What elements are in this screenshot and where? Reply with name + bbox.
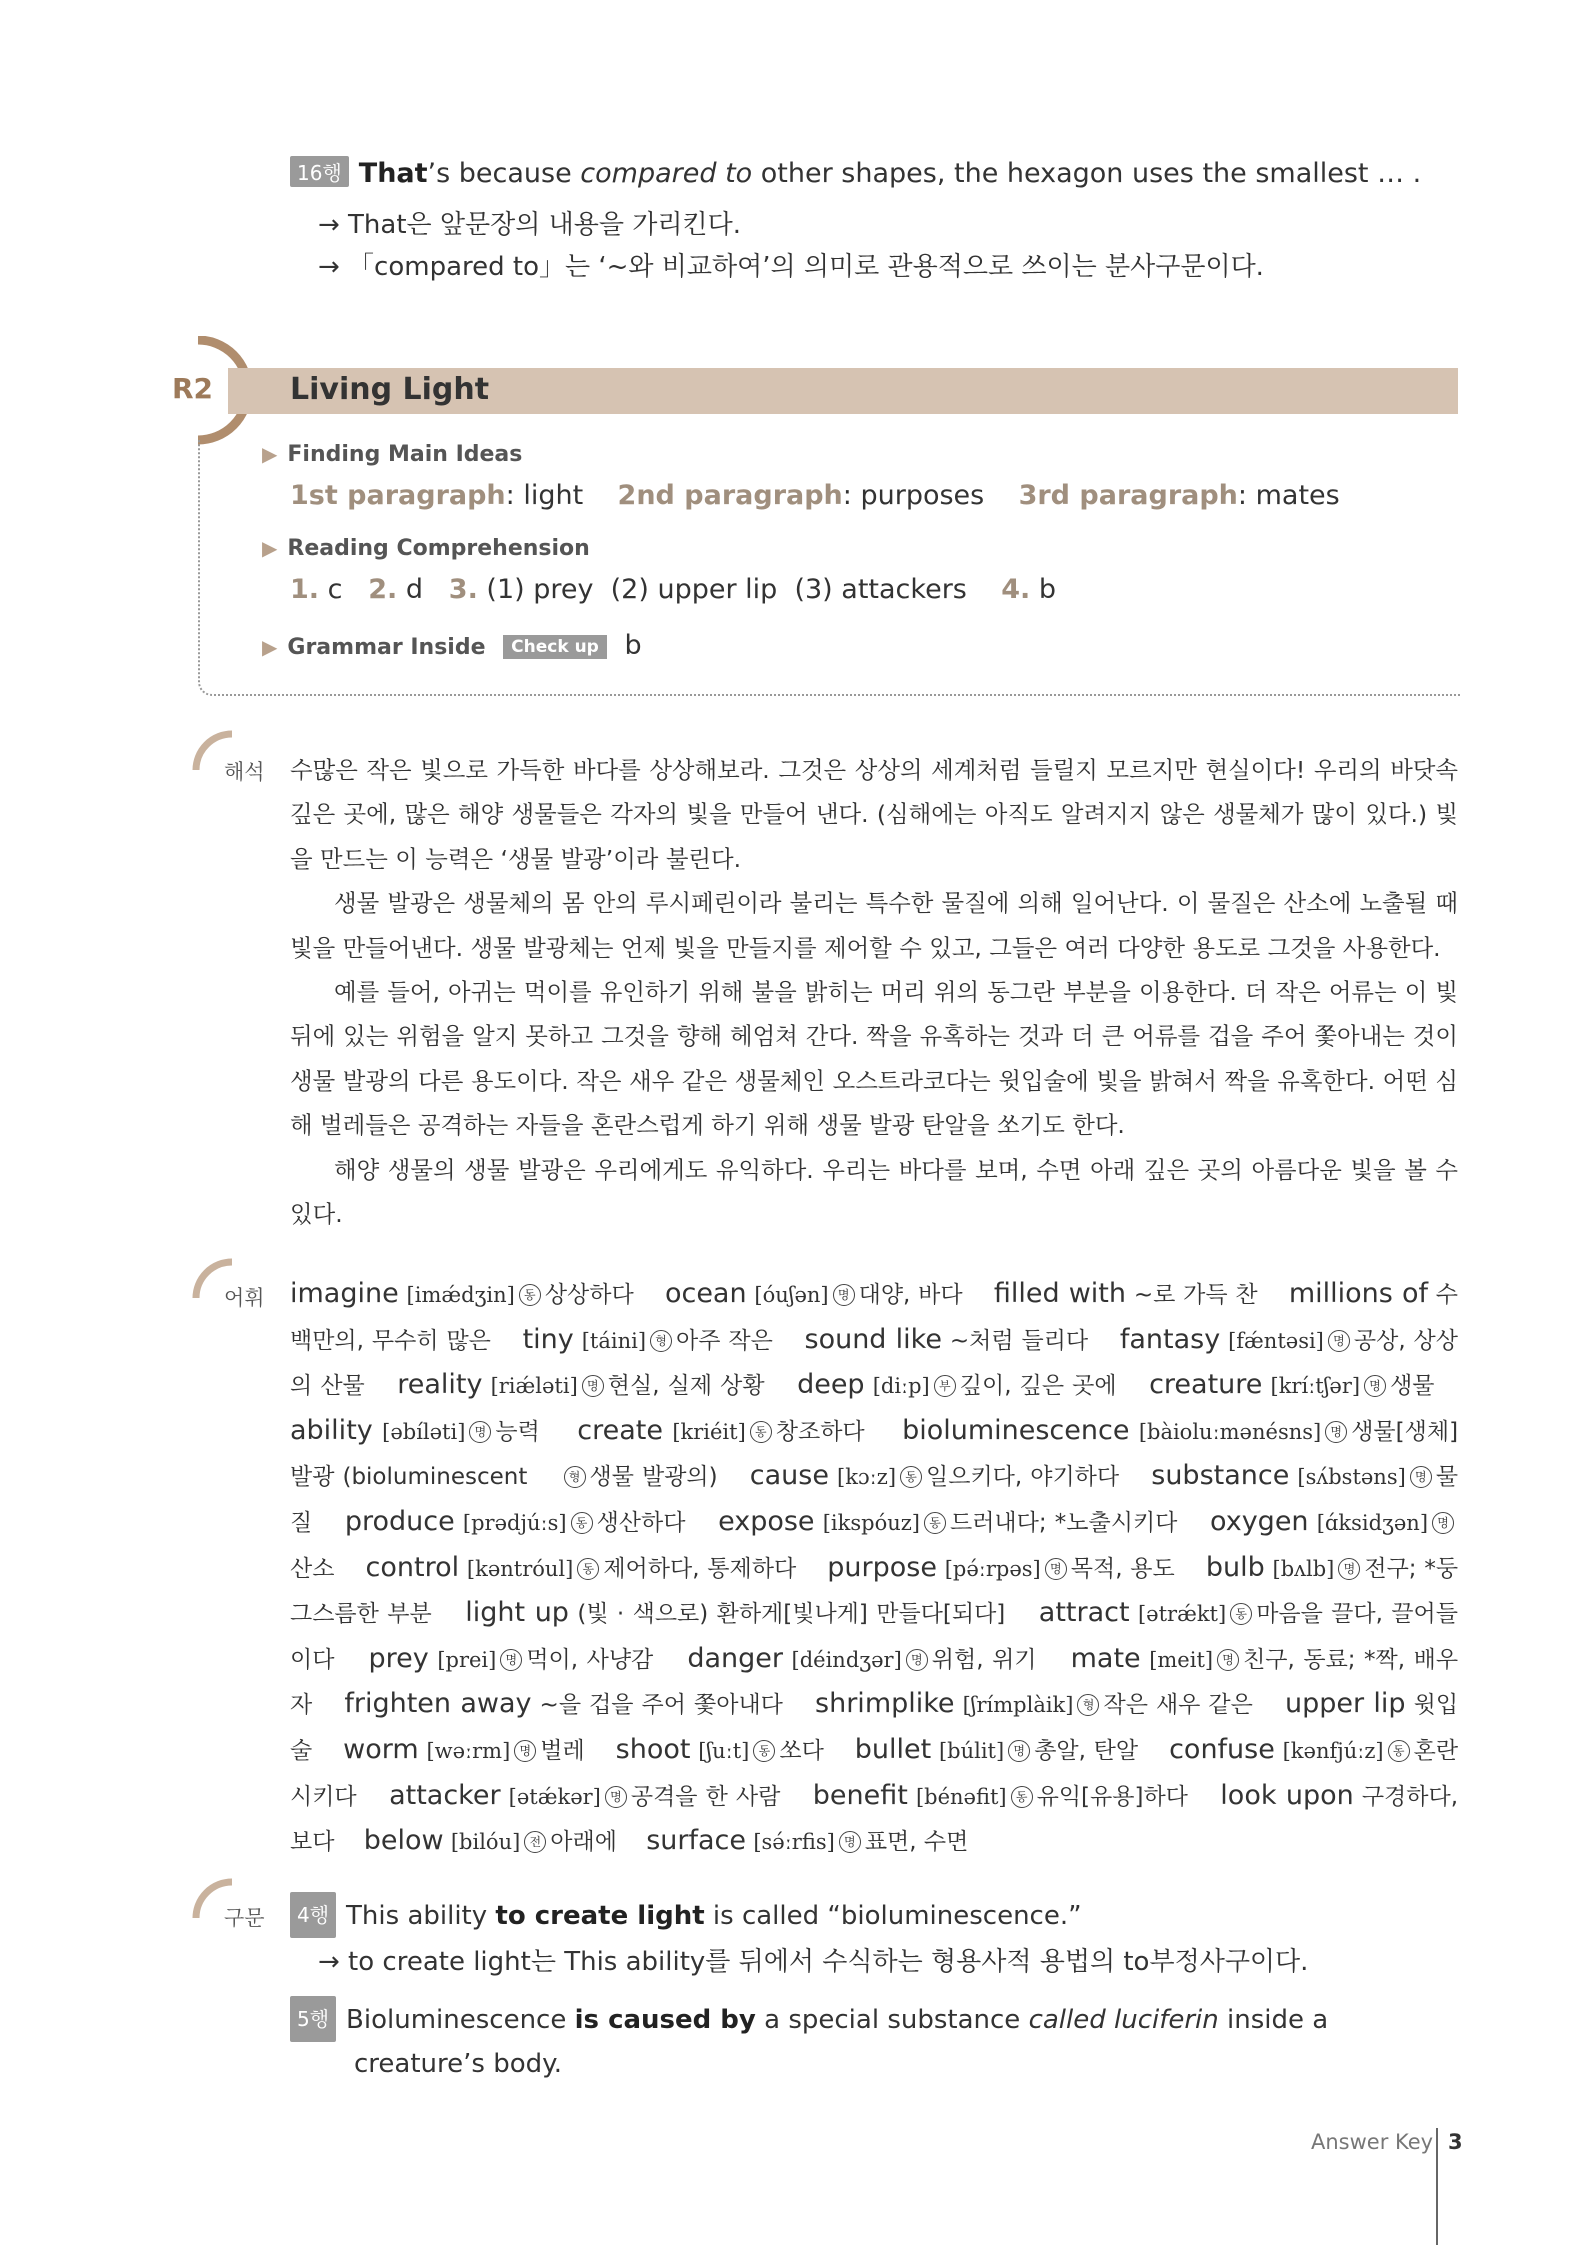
- vocab-entry: [646, 1825, 969, 1857]
- syntax-text: Bioluminescence: [346, 2005, 575, 2035]
- vocab-word: bullet: [854, 1733, 932, 1765]
- vocab-pronunciation: [ʃrímplàik]: [962, 1693, 1074, 1718]
- vocab-word: below: [363, 1825, 444, 1857]
- pos-badge: 동: [1011, 1786, 1033, 1808]
- footer-divider: [1436, 2128, 1438, 2245]
- vocab-meaning: ~로 가득 찬: [1133, 1282, 1258, 1308]
- vocab-word: shoot: [615, 1733, 691, 1765]
- comprehension-answers: 1. c 2. d 3. (1) prey (2) upper lip (3) attackers 4. b: [290, 574, 1056, 605]
- vocab-meaning: 마음을 끌다, 끌어들이다: [290, 1601, 1458, 1673]
- syntax-list: [290, 1892, 1458, 2096]
- vocab-entry: [365, 1551, 797, 1583]
- vocab-entry: [560, 1464, 718, 1490]
- pos-badge: 동: [519, 1284, 541, 1306]
- vocab-pronunciation: [meit]: [1149, 1647, 1214, 1672]
- vocab-meaning: 생물 발광의): [589, 1464, 718, 1491]
- vocab-meaning: 위험, 위기: [931, 1646, 1037, 1673]
- vocab-meaning: 벌레: [540, 1737, 585, 1764]
- vocab-meaning: (빛 · 색으로) 환하게[빛나게] 만들다[되다]: [577, 1601, 1006, 1628]
- vocab-word: creature: [1149, 1369, 1263, 1401]
- syntax-note: → to create light는 This ability를 뒤에서 수식하는 형용사적 용법의 to부정사구이다.: [318, 1947, 1309, 1977]
- pos-badge: 명: [469, 1421, 491, 1443]
- pos-badge: 동: [753, 1740, 775, 1762]
- vocab-entry: [854, 1733, 1139, 1765]
- pos-badge: 동: [750, 1421, 772, 1443]
- vocab-word: expose: [718, 1505, 815, 1537]
- main-ideas-heading: ▶ Finding Main Ideas: [262, 442, 523, 467]
- vocab-word: produce: [344, 1505, 455, 1537]
- vocab-pronunciation: [ətrǽkt]: [1137, 1602, 1227, 1627]
- syntax-text: a special substance: [755, 2005, 1029, 2035]
- pos-badge: 명: [500, 1649, 522, 1671]
- vocab-meaning: 현실, 실제 상황: [607, 1373, 765, 1400]
- vocab-meaning: 물질: [290, 1464, 1459, 1536]
- vocab-word: look upon: [1220, 1779, 1354, 1811]
- vocab-entry: [615, 1733, 824, 1765]
- triangle-icon: ▶: [262, 536, 278, 560]
- vocab-pronunciation: [bénəfit]: [915, 1784, 1007, 1809]
- grammar-answer: b: [624, 630, 642, 661]
- pos-badge: 형: [564, 1466, 586, 1488]
- triangle-icon: ▶: [262, 442, 278, 466]
- vocab-meaning: 아래에: [550, 1829, 617, 1856]
- vocab-pronunciation: [sə́ːrfis]: [753, 1830, 835, 1855]
- pos-badge: 동: [1388, 1740, 1410, 1762]
- line-tag: 5행: [290, 1996, 336, 2042]
- grammar-heading: ▶ Grammar Inside Check up b: [262, 630, 642, 661]
- pos-badge: 동: [577, 1558, 599, 1580]
- vocab-pronunciation: [fǽntəsi]: [1228, 1328, 1324, 1353]
- pos-badge: 동: [571, 1512, 593, 1534]
- comprehension-heading: ▶ Reading Comprehension: [262, 536, 590, 561]
- vocab-entry: [465, 1597, 1006, 1629]
- vocab-word: ocean: [664, 1278, 747, 1309]
- vocab-word: substance: [1151, 1460, 1290, 1492]
- vocab-meaning: 구경하다, 보다: [290, 1783, 1459, 1856]
- pos-badge: 명: [839, 1831, 861, 1853]
- vocab-word: shrimplike: [815, 1688, 955, 1720]
- vocab-pronunciation: [prədjúːs]: [462, 1510, 567, 1535]
- vocab-pronunciation: [pə́ːrpəs]: [944, 1556, 1041, 1581]
- vocab-word: millions of: [1288, 1278, 1428, 1309]
- vocab-pronunciation: [diːp]: [872, 1374, 930, 1399]
- vocab-entry: [687, 1642, 1037, 1674]
- vocab-meaning: 공상, 상상의 산물: [290, 1327, 1458, 1400]
- top-sentence: [290, 156, 1421, 189]
- vocab-word: filled with: [993, 1278, 1127, 1309]
- vocab-word: benefit: [812, 1779, 908, 1811]
- vocab-pronunciation: [riǽləti]: [490, 1374, 578, 1399]
- vocab-word: deep: [797, 1369, 865, 1401]
- vocab-word: confuse: [1169, 1733, 1275, 1765]
- vocab-entry: [343, 1733, 585, 1765]
- syntax-text: is called “bioluminescence.”: [704, 1901, 1082, 1931]
- line-tag: 16행: [290, 156, 349, 187]
- vocab-meaning: 혼란시키다: [290, 1737, 1459, 1810]
- footer-label: Answer Key: [1311, 2130, 1434, 2154]
- vocab-pronunciation: [bʌlb]: [1272, 1556, 1335, 1581]
- top-note-1: → That은 앞문장의 내용을 가리킨다.: [318, 210, 741, 240]
- vocab-entry: [718, 1505, 1178, 1537]
- vocab-meaning: 창조하다: [775, 1418, 865, 1445]
- pos-badge: 형: [1077, 1694, 1099, 1716]
- pos-badge: 명: [1338, 1558, 1360, 1580]
- pos-badge: 명: [1045, 1558, 1067, 1580]
- vocab-word: light up: [465, 1597, 569, 1629]
- vocab-entry: [389, 1779, 781, 1811]
- sentence-text: other shapes, the hexagon uses the smallest … .: [752, 158, 1422, 189]
- vocab-entry: [664, 1278, 963, 1309]
- vocab-entry: [363, 1825, 617, 1857]
- vocab-entry: [993, 1278, 1258, 1309]
- sentence-text: ’s because: [427, 158, 581, 189]
- vocab-pronunciation: [imǽdʒin]: [406, 1283, 515, 1307]
- pos-badge: 전: [524, 1831, 546, 1853]
- syntax-item: [290, 1892, 1458, 1938]
- pos-badge: 명: [1364, 1375, 1386, 1397]
- vocab-pronunciation: [bàioluːmənésns]: [1138, 1419, 1322, 1444]
- vocab-meaning: 생물[생체] 발광 (bioluminescent: [290, 1418, 1459, 1491]
- vocab-meaning: 산소: [290, 1555, 335, 1582]
- pos-badge: 명: [1432, 1512, 1454, 1534]
- vocab-word: prey: [368, 1642, 429, 1674]
- pos-badge: 명: [1008, 1740, 1030, 1762]
- vocab-word: worm: [343, 1733, 419, 1765]
- pos-badge: 명: [1328, 1330, 1350, 1352]
- syntax-item: [290, 1996, 1458, 2086]
- vocabulary-label: 어휘: [224, 1286, 265, 1310]
- vocab-word: bulb: [1205, 1551, 1265, 1583]
- vocab-pronunciation: [prei]: [437, 1647, 497, 1672]
- vocab-meaning: 생물: [1390, 1373, 1435, 1400]
- vocab-meaning: 아주 작은: [676, 1327, 773, 1354]
- vocab-word: danger: [687, 1642, 783, 1674]
- translation-paragraph: 생물 발광은 생물체의 몸 안의 루시페린이라 불리는 특수한 물질에 의해 일어난다. 이 물질은 산소에 노출될 때 빛을 만들어낸다. 생물 발광체는 언제 빛을 만들지를 제어할 수 있고, 그들은 여러 다양한 용도로 그것을 사용한다.: [290, 889, 1458, 962]
- vocab-meaning: 깊이, 깊은 곳에: [959, 1373, 1117, 1400]
- vocab-meaning: 능력: [495, 1418, 540, 1445]
- vocab-word: attract: [1038, 1597, 1130, 1629]
- pos-badge: 명: [906, 1649, 928, 1671]
- vocab-entry: [749, 1460, 1120, 1492]
- vocab-meaning: 윗입술: [290, 1692, 1459, 1764]
- vocab-meaning: 공격을 한 사람: [630, 1783, 781, 1810]
- translation-paragraph: 예를 들어, 아귀는 먹이를 유인하기 위해 불을 밝히는 머리 위의 동그란 부분을 이용한다. 더 작은 어류는 이 빛 뒤에 있는 위험을 알지 못하고 그것을 향해 헤엄쳐 간다. 짝을 유혹하는 것과 더 큰 어류를 겁을 주어 쫓아내는 것이 생물 발광의 다른 용도이다. 작은 새우 같은 생물체인 오스트라코다는 윗입술에 빛을 밝혀서 짝을 유혹한다. 어떤 심해 벌레들은 공격하는 자들을 혼란스럽게 하기 위해 생물 발광 탄알을 쏘기도 한다.: [290, 978, 1458, 1140]
- pos-badge: 부: [934, 1375, 956, 1397]
- vocab-meaning: 유익[유용]하다: [1036, 1783, 1188, 1810]
- vocab-word: surface: [646, 1825, 746, 1857]
- vocab-word: frighten away: [344, 1688, 532, 1720]
- vocab-meaning: ~을 겁을 주어 쫓아내다: [539, 1692, 783, 1719]
- vocab-word: ability: [290, 1414, 373, 1446]
- vocab-meaning: 드러내다; *노출시키다: [950, 1509, 1178, 1536]
- vocab-pronunciation: [kríːtʃər]: [1270, 1374, 1361, 1399]
- section-title: Living Light: [290, 372, 490, 407]
- vocab-pronunciation: [kɔːz]: [837, 1465, 897, 1490]
- pos-badge: 동: [924, 1512, 946, 1534]
- vocab-meaning: 쏘다: [779, 1737, 824, 1764]
- page-number: 3: [1448, 2130, 1463, 2154]
- vocab-entry: [397, 1369, 765, 1401]
- vocab-entry: [797, 1369, 1117, 1401]
- vocab-meaning: 작은 새우 같은: [1103, 1692, 1253, 1719]
- vocab-meaning: 목적, 용도: [1070, 1555, 1175, 1582]
- translation-paragraph: 해양 생물의 생물 발광은 우리에게도 유익하다. 우리는 바다를 보며, 수면 아래 깊은 곳의 아름다운 빛을 볼 수 있다.: [290, 1155, 1458, 1229]
- triangle-icon: ▶: [262, 635, 278, 659]
- vocab-entry: [577, 1414, 865, 1446]
- syntax-label: 구문: [224, 1906, 265, 1930]
- syntax-text: is caused by: [574, 2005, 756, 2035]
- section-code: R2: [172, 372, 214, 405]
- vocab-meaning: 상상하다: [544, 1282, 634, 1308]
- sentence-bold: That: [358, 158, 428, 189]
- vocab-meaning: 수백만의, 무수히 많은: [290, 1282, 1459, 1354]
- vocab-meaning: 총알, 탄알: [1034, 1737, 1139, 1764]
- vocab-entry: [368, 1642, 654, 1674]
- pos-badge: 동: [1230, 1603, 1252, 1625]
- vocab-pronunciation: [bilóu]: [450, 1830, 521, 1855]
- vocab-meaning: 대양, 바다: [858, 1282, 963, 1308]
- pos-badge: 형: [650, 1330, 672, 1352]
- vocab-entry: [1149, 1369, 1435, 1401]
- vocab-word: tiny: [522, 1323, 574, 1355]
- pos-badge: 동: [900, 1466, 922, 1488]
- vocab-pronunciation: [ɑ́ksidʒən]: [1316, 1510, 1429, 1535]
- vocab-word: reality: [397, 1369, 483, 1401]
- vocab-pronunciation: [ikspóuz]: [822, 1510, 920, 1535]
- vocab-word: sound like: [804, 1323, 942, 1355]
- vocab-word: oxygen: [1210, 1505, 1309, 1537]
- vocab-word: mate: [1070, 1642, 1141, 1674]
- syntax-text: to create light: [495, 1901, 705, 1931]
- vocab-word: attacker: [389, 1779, 501, 1811]
- syntax-text: inside a creature’s body.: [354, 2005, 1329, 2079]
- translation-label: 해석: [224, 760, 265, 784]
- line-tag: 4행: [290, 1892, 336, 1938]
- vocab-meaning: 전구; *둥그스름한 부분: [290, 1555, 1459, 1628]
- vocab-pronunciation: [déindʒər]: [791, 1647, 902, 1672]
- pos-badge: 명: [514, 1740, 536, 1762]
- vocab-entry: [804, 1323, 1089, 1355]
- vocab-meaning: 일으키다, 야기하다: [926, 1464, 1120, 1491]
- vocab-word: create: [577, 1414, 663, 1446]
- checkup-badge: Check up: [503, 635, 607, 659]
- vocab-pronunciation: [búlit]: [938, 1738, 1005, 1763]
- vocab-word: bioluminescence: [902, 1414, 1130, 1446]
- vocab-meaning: 친구, 동료; *짝, 배우자: [290, 1646, 1459, 1719]
- vocab-word: control: [365, 1551, 460, 1583]
- vocab-pronunciation: [ʃuːt]: [698, 1738, 750, 1763]
- pos-badge: 명: [582, 1375, 604, 1397]
- vocab-entry: [290, 1414, 540, 1446]
- vocab-word: upper lip: [1285, 1688, 1406, 1720]
- vocab-meaning: 먹이, 사냥감: [526, 1646, 654, 1673]
- vocab-pronunciation: [wəːrm]: [426, 1738, 511, 1763]
- vocab-pronunciation: [kənfjúːz]: [1282, 1738, 1384, 1763]
- vocab-pronunciation: [óuʃən]: [754, 1283, 829, 1307]
- vocab-meaning: 제어하다, 통제하다: [603, 1555, 797, 1582]
- vocab-meaning: ~처럼 들리다: [949, 1327, 1089, 1354]
- top-note-2: → 「compared to」는 ‘~와 비교하여’의 의미로 관용적으로 쓰이는 분사구문이다.: [318, 252, 1264, 282]
- vocab-entry: [812, 1779, 1188, 1811]
- vocab-entry: [815, 1688, 1253, 1720]
- vocab-pronunciation: [ətǽkər]: [508, 1784, 601, 1809]
- syntax-text: called luciferin: [1028, 2005, 1219, 2035]
- vocab-pronunciation: [əbíləti]: [382, 1419, 466, 1444]
- vocab-pronunciation: [kəntróul]: [466, 1556, 574, 1581]
- pos-badge: 명: [1410, 1466, 1432, 1488]
- vocab-entry: [827, 1551, 1175, 1583]
- vocab-word: fantasy: [1119, 1323, 1221, 1355]
- vocab-meaning: 표면, 수면: [864, 1829, 969, 1856]
- vocab-pronunciation: [sʌ́bstəns]: [1297, 1465, 1406, 1490]
- pos-badge: 명: [833, 1284, 855, 1306]
- syntax-text: This ability: [346, 1901, 496, 1931]
- vocab-pronunciation: [táini]: [581, 1328, 647, 1353]
- vocab-entry: [344, 1505, 686, 1537]
- vocab-entry: [522, 1323, 773, 1355]
- translation-paragraph: 수많은 작은 빛으로 가득한 바다를 상상해보라. 그것은 상상의 세계처럼 들릴지 모르지만 현실이다! 우리의 바닷속 깊은 곳에, 많은 해양 생물들은 각자의 빛을 만들어 낸다. (심해에는 아직도 알려지지 않은 생물체가 많이 있다.) 빛을 만드는 이 능력은 ‘생물 발광’이라 불린다.: [290, 756, 1458, 873]
- vocab-entry: [344, 1688, 783, 1720]
- translation-text: [290, 748, 1458, 1236]
- pos-badge: 명: [605, 1786, 627, 1808]
- vocab-word: purpose: [827, 1551, 937, 1583]
- main-ideas-answers: 1st paragraph: light 2nd paragraph: purposes 3rd paragraph: mates: [290, 480, 1340, 511]
- vocab-word: cause: [749, 1460, 829, 1492]
- vocab-meaning: 생산하다: [596, 1509, 686, 1536]
- vocab-pronunciation: [kriéit]: [672, 1419, 746, 1444]
- sentence-italic: compared to: [580, 158, 753, 189]
- pos-badge: 명: [1325, 1421, 1347, 1443]
- vocab-word: imagine: [290, 1278, 399, 1309]
- vocab-entry: [290, 1278, 634, 1309]
- pos-badge: 명: [1217, 1649, 1239, 1671]
- vocabulary-list: [290, 1272, 1458, 1865]
